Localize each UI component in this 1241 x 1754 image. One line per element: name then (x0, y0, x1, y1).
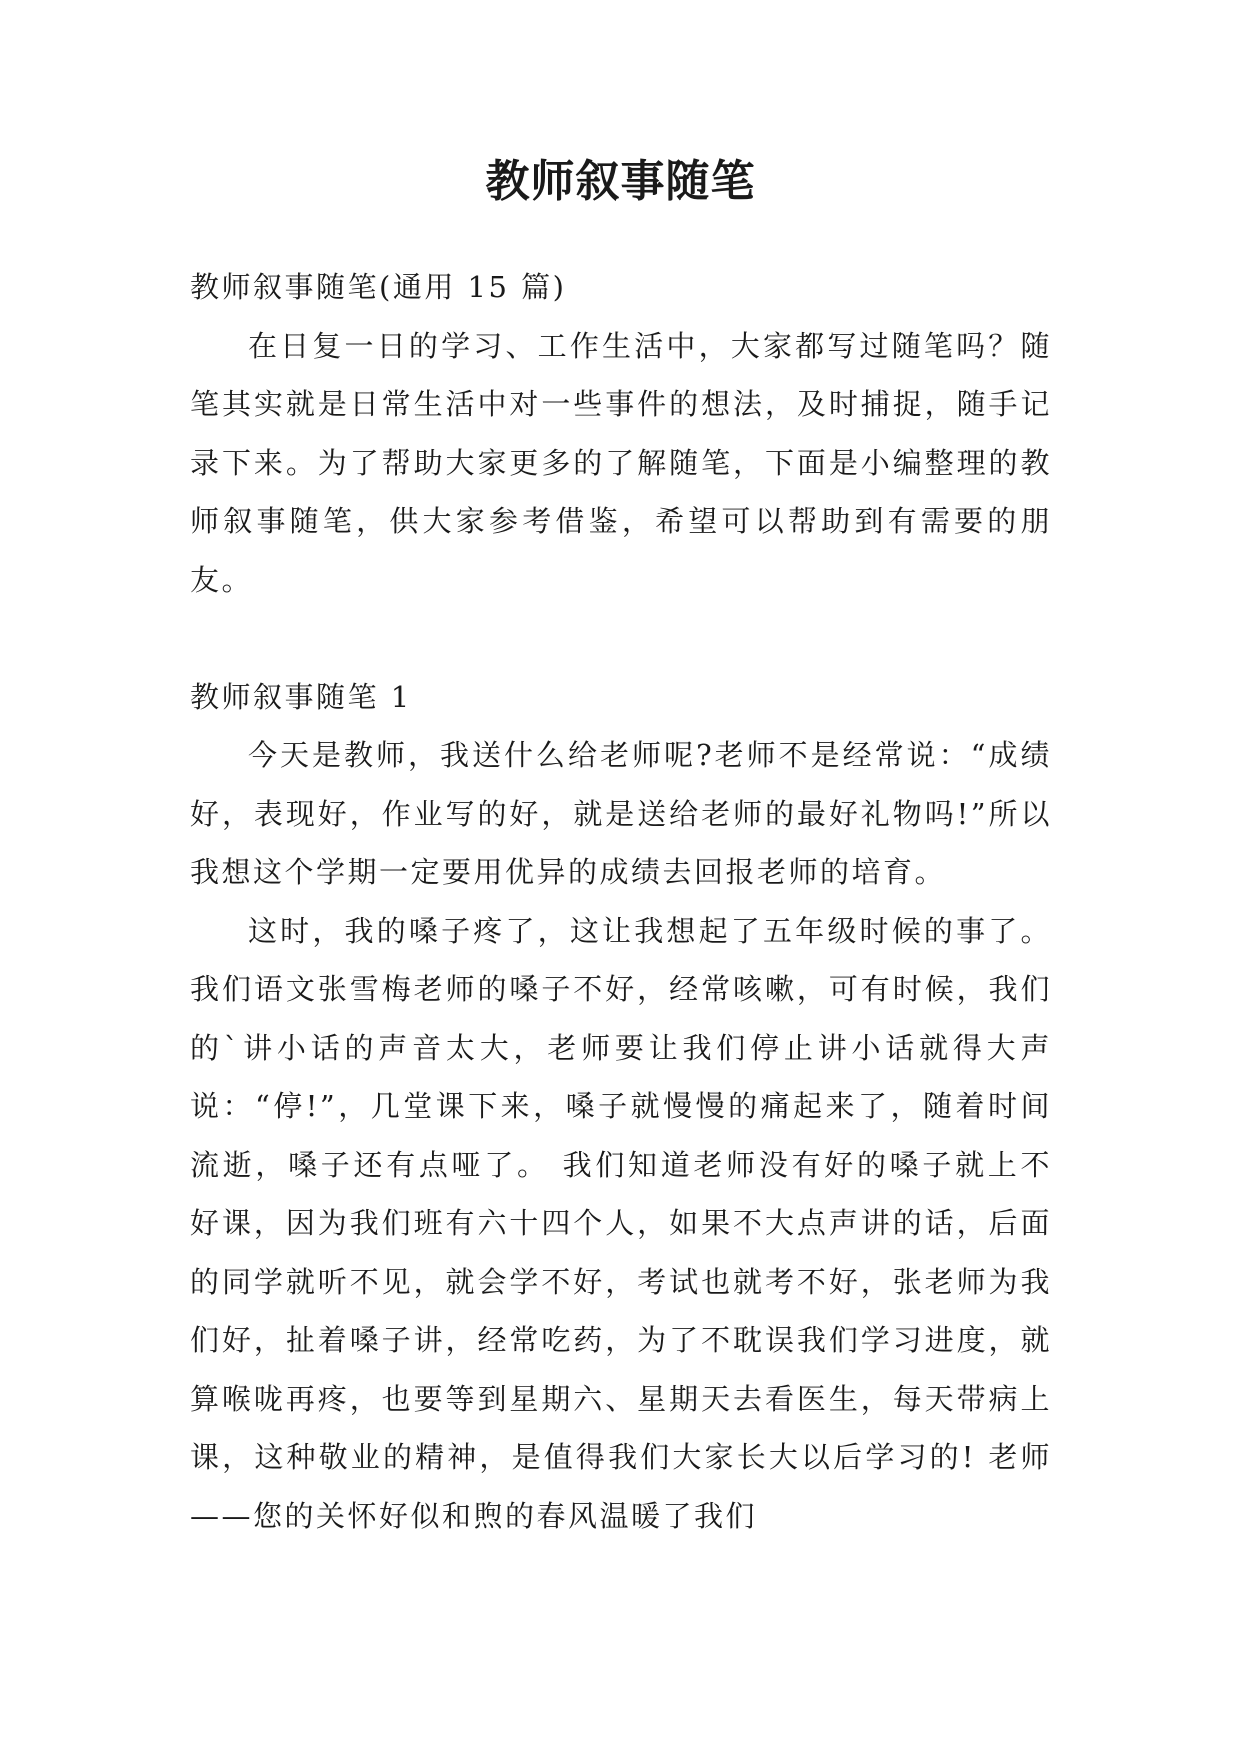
document-body (190, 258, 1052, 1545)
body-paragraph: 今天是教师，我送什么给老师呢?老师不是经常说：“成绩好，表现好，作业写的好，就是送给老师的最好礼物吗!”所以我想这个学期一定要用优异的成绩去回报老师的培育。 (190, 738, 1052, 889)
intro-paragraph: 在日复一日的学习、工作生活中，大家都写过随笔吗？随笔其实就是日常生活中对一些事件的想法，及时捕捉，随手记录下来。为了帮助大家更多的了解随笔，下面是小编整理的教师叙事随笔，供大家参考借鉴，希望可以帮助到有需要的朋友。 (190, 328, 1052, 597)
intro-heading: 教师叙事随笔(通用 15 篇) (190, 270, 567, 304)
section-spacer (190, 609, 1052, 668)
section-heading: 教师叙事随笔 1 (190, 679, 412, 714)
document-title: 教师叙事随笔 (485, 156, 756, 207)
body-paragraph: 这时，我的嗓子疼了，这让我想起了五年级时候的事了。我们语文张雪梅老师的嗓子不好，经常咳嗽，可有时候，我们的`讲小话的声音太大，老师要让我们停止讲小话就得大声说：“停!”，几堂课下来，嗓子就慢慢的痛起来了，随着时间流逝，嗓子还有点哑了。 我们知道老师没有好的嗓子就上不好课，因为我们班有六十四个人，如果不大点声讲的话，后面的同学就听不见，就会学不好，考试也就考不好，张老师为我们好，扯着嗓子讲，经常吃药，为了不耽误我们学习进度，就算喉咙再疼，也要等到星期六、星期天去看医生，每天带病上课，这种敬业的精神，是值得我们大家长大以后学习的! 老师——您的关怀好似和煦的春风温暖了我们 (190, 913, 1052, 1533)
